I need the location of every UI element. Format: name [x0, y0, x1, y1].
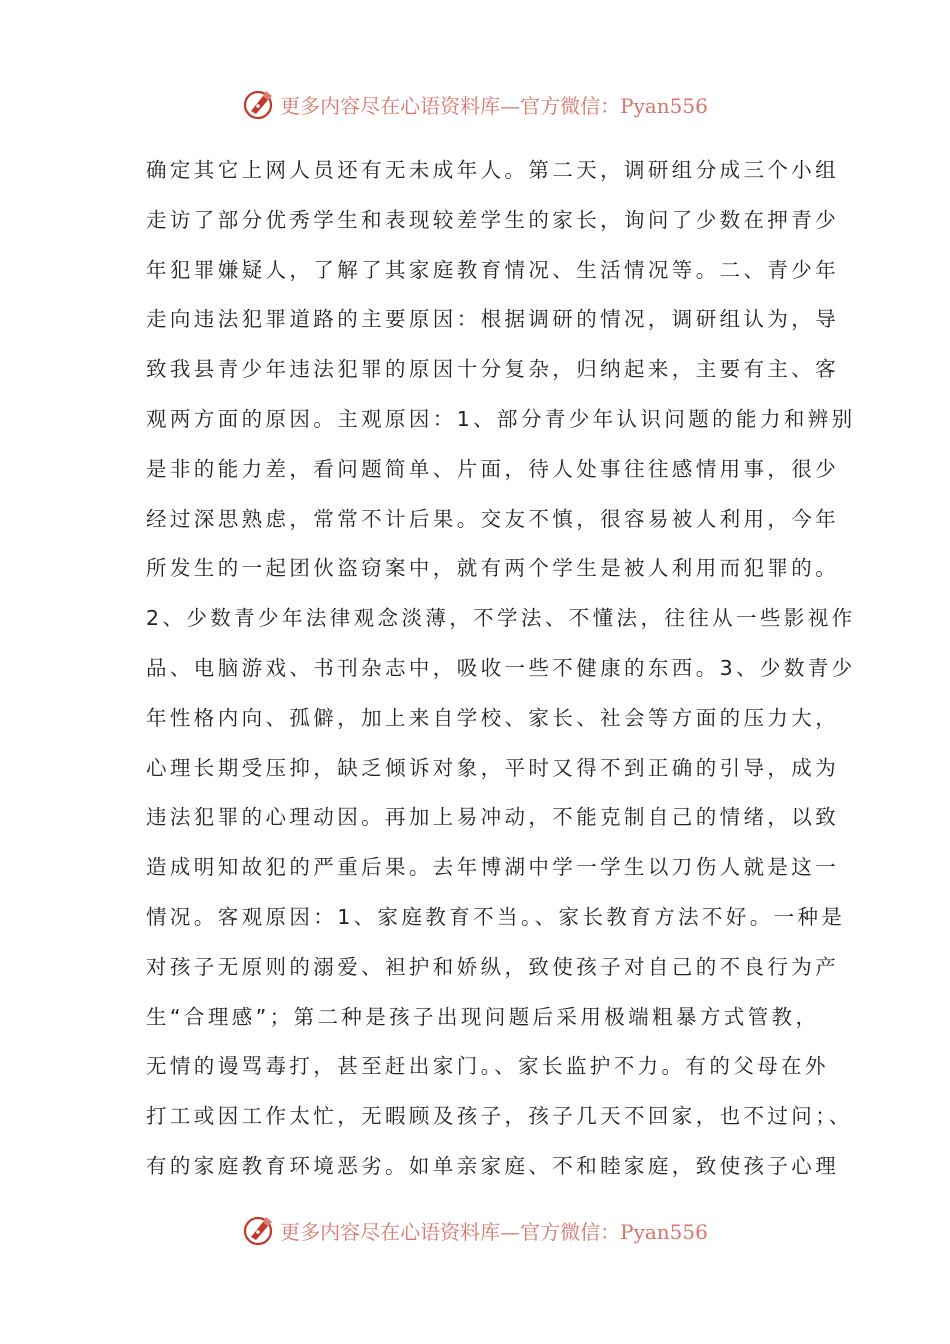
- text-line: 品、电脑游戏、书刊杂志中，吸收一些不健康的东西。3、少数青少: [146, 655, 856, 680]
- text-line: 对孩子无原则的溺爱、袒护和娇纵，致使孩子对自己的不良行为产: [146, 954, 840, 979]
- text-line: 走向违法犯罪道路的主要原因：根据调研的情况，调研组认为，导: [146, 307, 840, 332]
- text-line: 生“合理感”；第二种是孩子出现问题后采用极端粗暴方式管教，: [146, 1004, 820, 1029]
- text-line: 造成明知故犯的严重后果。去年博湖中学一学生以刀伤人就是这一: [146, 855, 840, 880]
- text-line: 无情的谩骂毒打，甚至赶出家门。、家长监护不力。有的父母在外: [146, 1054, 829, 1079]
- text-line: 致我县青少年违法犯罪的原因十分复杂，归纳起来，主要有主、客: [146, 357, 840, 382]
- header-banner: [0, 82, 950, 126]
- text-line: 观两方面的原因。主观原因：1、部分青少年认识问题的能力和辨别: [146, 406, 856, 431]
- text-line: 违法犯罪的心理动因。再加上易冲动，不能克制自己的情绪，以致: [146, 805, 840, 830]
- text-line: 年性格内向、孤僻，加上来自学校、家长、社会等方面的压力大，: [146, 705, 840, 730]
- text-line: 打工或因工作太忙，无暇顾及孩子，孩子几天不回家，也不过问；、: [146, 1104, 853, 1129]
- footer-banner: [0, 1208, 950, 1252]
- text-line: 情况。客观原因：1、家庭教育不当。、家长教育方法不好。一种是: [146, 904, 846, 929]
- header-banner-text: 更多内容尽在心语资料库—官方微信：Pyan556: [280, 93, 708, 118]
- text-line: 年犯罪嫌疑人，了解了其家庭教育情况、生活情况等。二、青少年: [146, 257, 840, 282]
- text-line: 有的家庭教育环境恶劣。如单亲家庭、不和睦家庭，致使孩子心理: [146, 1153, 840, 1178]
- text-line: 2、少数青少年法律观念淡薄，不学法、不懂法，往往从一些影视作: [146, 606, 856, 631]
- pen-nib-logo-icon: [242, 1213, 276, 1247]
- text-line: 经过深思熟虑，常常不计后果。交友不慎，很容易被人利用，今年: [146, 506, 840, 531]
- text-line: 所发生的一起团伙盗窃案中，就有两个学生是被人利用而犯罪的。: [146, 556, 840, 581]
- text-line: 确定其它上网人员还有无未成年人。第二天，调研组分成三个小组: [146, 158, 840, 182]
- text-line: 心理长期受压抑，缺乏倾诉对象，平时又得不到正确的引导，成为: [146, 755, 840, 780]
- pen-nib-logo-icon: [242, 87, 276, 121]
- document-body: [146, 146, 856, 1192]
- text-line: 走访了部分优秀学生和表现较差学生的家长，询问了少数在押青少: [146, 207, 840, 232]
- footer-banner-text: 更多内容尽在心语资料库—官方微信：Pyan556: [280, 1219, 708, 1244]
- text-line: 是非的能力差，看问题简单、片面，待人处事往往感情用事，很少: [146, 456, 840, 481]
